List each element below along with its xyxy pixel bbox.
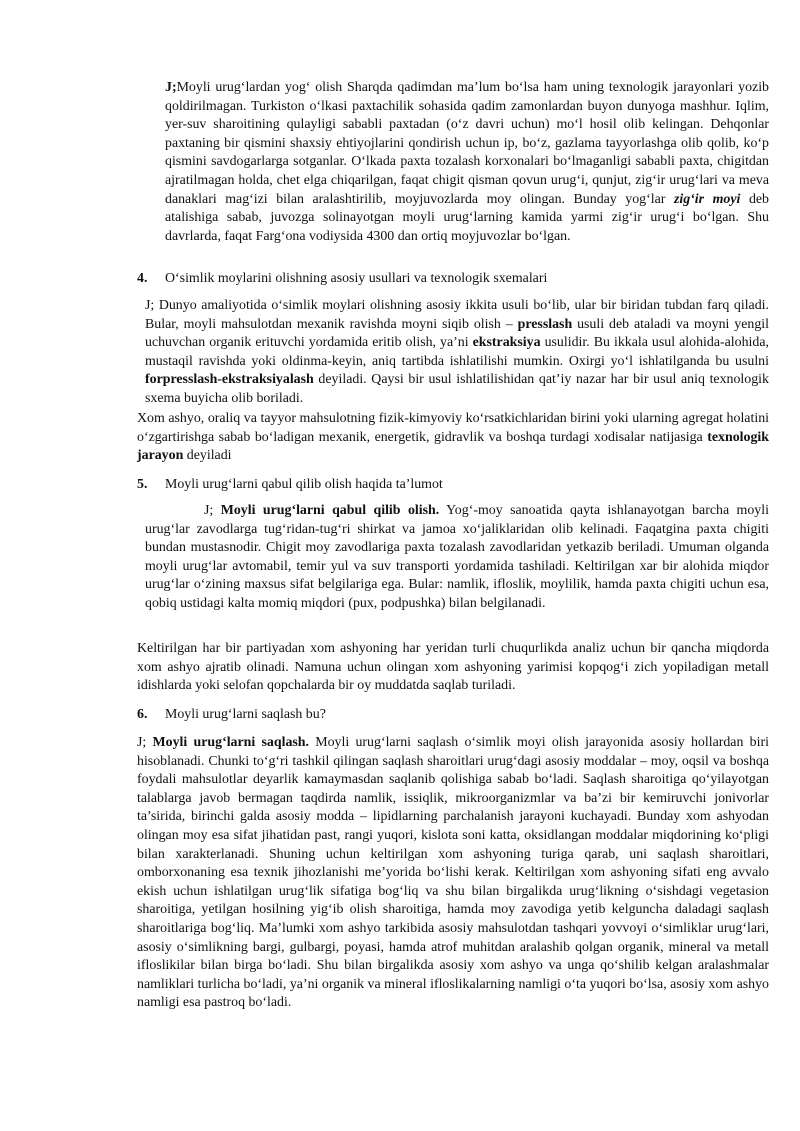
- term-zigir-moyi: zig‘ir moyi: [673, 191, 741, 207]
- paragraph-text: usuli deb ataladi va moyni yengil uchuvchan organik erituvchi yordamida eritib olish, ya’ni: [145, 316, 769, 351]
- paragraph-text: J; Dunyo amaliyotida o‘simlik moylari olishning asosiy ikkita usuli bo‘lib, ular bir biridan tubdan farq qiladi. Bular, moyli mahsulotdan mexanik ravishda moyni siqib olish –: [145, 298, 769, 332]
- section-heading-5: [137, 476, 443, 495]
- section-number: 4.: [137, 271, 148, 286]
- paragraph-text: deyiladi. Qaysi bir usul ishlatilishidan qat’iy nazar har bir usul aniq texnologik sxema buyicha olib boriladi.: [145, 372, 769, 406]
- paragraph-text: Keltirilgan har bir partiyadan xom ashyoning har yeridan turli chuqurlikda analiz uchun bir qancha miqdorda xom ashyo ajratib olinadi. Namuna uchun olingan xom ashyoning yarimisi kopqog‘i zich yopiladigan metall idishlarda yoki selofan qopchalarda bir oy muddatda saqlab turiladi.: [137, 641, 769, 694]
- paragraph-sampling: [137, 640, 769, 696]
- paragraph-text: Moyli urug‘lardan yog‘ olish Sharqda qadimdan ma’lum bo‘lsa ham uning texnologik jarayonlari yozib qoldirilmagan. Turkiston o‘lkasi paxtachilik sohasida qadim zamonlardan buyon dunyoga mashhur. Iqlim, yer-suv sharoitining qulayligi sababli paxtadan (o‘z davri uchun) mo‘l hosil olib kelingan. Dehqonlar paxtaning bir qismini shaxsiy ehtiyojlarini qondirish uchun ip, bo‘z, gazlama tayyorlashga olib qolib, ko‘p qismini savdogarlarga sotganlar. O‘lkada paxta tozalash korxonalari bo‘lmaganligi sababli paxta, chigitdan ajratilmagan holda, chet elga chiqarilgan, faqat chigit qisman qovun urug‘i, qunjut, zig‘ir urug‘lari va meva danaklari mag‘izi bilan aralashtirilib, moyjuvozlarda moy olingan. Bunday yog‘lar: [165, 80, 769, 207]
- term-ekstraksiya: ekstraksiya: [472, 335, 541, 351]
- term-texnologik-jarayon: texnologik jarayon: [137, 429, 769, 464]
- paragraph-text: Xom ashyo, oraliq va tayyor mahsulotning fizik-kimyoviy ko‘rsatkichlaridan birini yoki ularning agregat holatini o‘zgartirishga sabab bo‘ladigan mexanik, energetik, gidravlik va boshqa turdagi xodisalar natijasiga: [137, 411, 769, 445]
- paragraph-seed-reception: [145, 502, 769, 614]
- term-presslash: presslash: [517, 316, 573, 332]
- section-heading-4: [137, 270, 547, 289]
- paragraph-technological-process: [137, 410, 769, 466]
- section-title: O‘simlik moylarini olishning asosiy usullari va texnologik sxemalari: [165, 271, 548, 286]
- section-number: 5.: [137, 477, 148, 492]
- section-title: Moyli urug‘larni qabul qilib olish haqida ta’lumot: [165, 477, 443, 492]
- answer-prefix: J;: [137, 735, 153, 750]
- section-heading-6: [137, 706, 326, 725]
- paragraph-seed-storage: [137, 734, 769, 1013]
- paragraph-text: deb atalishiga sabab, juvozga solinayotgan moyli urug‘larning kamida yarmi zig‘ir urug‘i bo‘lgan. Shu davrlarda, faqat Farg‘ona vodiysida 4300 dan ortiq moyjuvozlar bo‘lgan.: [165, 191, 769, 244]
- paragraph-text: Moyli urug‘larni saqlash o‘simlik moyi olish jarayonida asosiy hollardan biri hisoblanadi. Chunki to‘g‘ri tashkil qilingan saqlash sharoitlari urug‘dagi asosiy moddalar – moy, oqsil va boshqa foydali mahsulotlar deyarlik kamaymasdan saqlanib qolishiga sabab bo‘ladi. Saqlash sharoitiga qo‘yilayotgan talablarga javob bermagan taqdirda namlik, issiqlik, mikroorganizmlar va ba’zi bir kemiruvchi jonivorlar ta’sirida, birinchi galda asosiy modda – lipidlarning parchalanish jarayoni kuchayadi. Bunday xom ashyodan olingan moy esa sifat jihatidan past, rangi yuqori, kislota soni katta, oksidlangan moddalar miqdorining ko‘pligi bilan xarakterlanadi. Shuning uchun keltirilgan xom ashyoning turiga qarab, uni saqlash sharoitlari, omborxonaning esa texnik jihozlanishi me’yorida bo‘lishi kerak. Keltirilgan xom ashyoning sifati eng avvalo ekish uchun ishlatilgan urug‘lik sifatiga bog‘liq va shu bilan birgalikda urug‘likning o‘sishdagi vegetasion sharoitiga, yetilgan hosilning yig‘ib olish sharoitiga, hamda moy zavodiga yetib kelguncha daladagi saqlash sharoitlariga bog‘liq. Ma’lumki xom ashyo tarkibida asosiy mahsulotdan tashqari yovvoyi o‘simliklar urug‘lari, asosiy o‘simlikning bargi, gulbargi, poyasi, hamda atrof muhitdan aralashib qolgan organik, mineral va metall ifloslikilar bilan birga bo‘ladi. Shu bilan birgalikda asosiy xom ashyo va unga qo‘shilib kelgan aralashmalar namliklari turlicha bo‘ladi, ya’ni organik va mineral ifloslikalarning namligi o‘ta yuqori bo‘lsa, asosiy xom ashyo namligi esa pastroq bo‘ladi.: [137, 735, 769, 1011]
- section-number: 6.: [137, 707, 148, 722]
- paragraph-text: deyiladi: [183, 448, 232, 464]
- paragraph-text: usulidir. Bu ikkala usul alohida-alohida, mustaqil ravishda yoki oldinma-keyin, aniq tartibda ishlatilishi mumkin. Oxirgi yo‘l ishlatilganda bu usulni: [145, 335, 769, 369]
- paragraph-history: [165, 79, 769, 246]
- paragraph-methods: [145, 297, 769, 409]
- term-saqlash: Moyli urug‘larni saqlash.: [152, 735, 309, 750]
- term-qabul-qilib-olish: Moyli urug‘larni qabul qilib olish.: [220, 503, 440, 518]
- term-forpresslash: forpresslash-ekstraksiyalash: [145, 372, 314, 388]
- paragraph-text: Yog‘-moy sanoatida qayta ishlanayotgan barcha moyli urug‘lar zavodlarga tug‘ridan-tug‘ri shirkat va jamoa xo‘jaliklaridan olib kelinadi. Faqatgina paxta chigiti bundan mustasnodir. Chigit moy zavodlariga paxta tozalash zavodlaridan yetkazib beriladi. Umuman olganda moyli urug‘lar avtomabil, temir yul va suv transporti yordamida tashiladi. Keltirilgan xar bir alohida miqdor urug‘lar o‘zining maxsus sifat belgilariga ega. Bular: namlik, ifloslik, moylilik, hamda paxta chigiti uchun esa, qobiq ustidagi kalta momiq miqdori (pux, podpushka) bilan belgilanadi.: [145, 503, 769, 611]
- section-title: Moyli urug‘larni saqlash bu?: [165, 707, 326, 722]
- answer-prefix: J;: [204, 503, 221, 518]
- answer-prefix: J;: [165, 80, 177, 95]
